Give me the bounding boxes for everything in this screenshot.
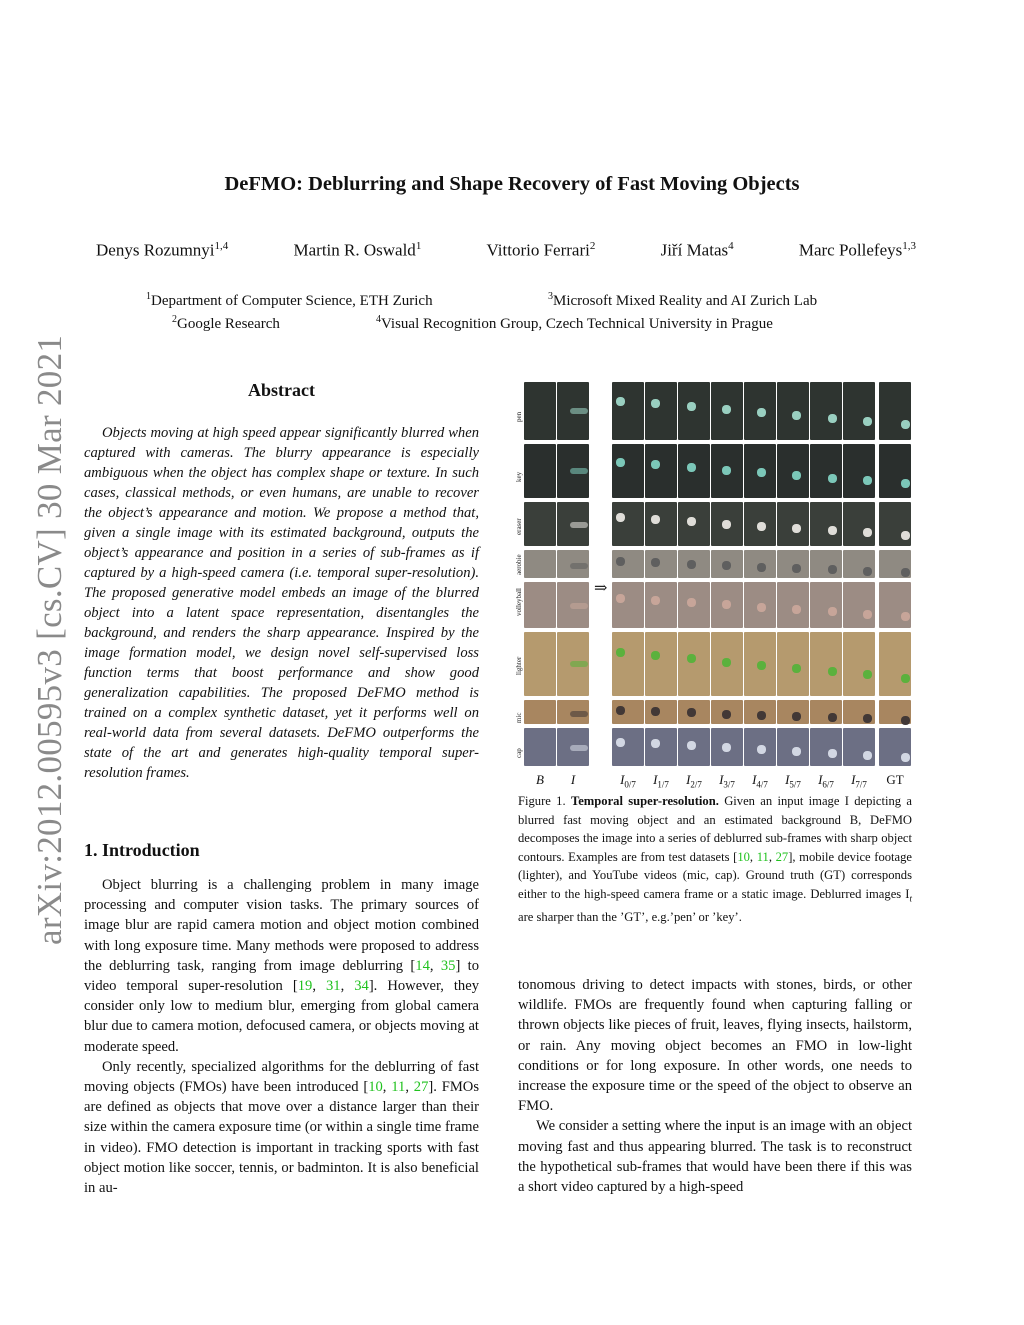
figure-frame [879,550,911,578]
figure-frame [645,728,677,766]
moving-object [722,658,731,667]
moving-object [863,610,872,619]
citation-link[interactable]: 14 [415,957,430,974]
figure-frame [744,728,776,766]
moving-object [722,405,731,414]
intro-left-column [84,875,479,1198]
figure-frame [879,728,911,766]
figure-frame [810,582,842,628]
moving-object [828,474,837,483]
figure-frame [678,502,710,546]
figure-column-label: $I_{2/7}$ [686,772,702,790]
moving-object [651,515,660,524]
figure-frame [678,382,710,440]
figure-frame [777,728,809,766]
citation-link[interactable]: 31 [325,978,341,995]
figure-frame [777,382,809,440]
figure-frame [879,382,911,440]
moving-object [616,706,625,715]
figure-frame [524,502,556,546]
moving-object [757,661,766,670]
figure-column-label: $I_{0/7}$ [620,772,636,790]
figure-frame [612,550,644,578]
figure-frame [612,382,644,440]
figure-frame [612,582,644,628]
figure-1 [507,380,913,790]
moving-object [616,738,625,747]
figure-frame [524,382,556,440]
figure-row-label: lighter [515,656,523,675]
affiliation: $^2$Google Research [172,314,280,332]
arrow-icon: ⇒ [594,580,608,597]
figure-frame [711,502,743,546]
figure-row-label: cap [515,748,523,758]
moving-object [828,713,837,722]
figure-frame [711,550,743,578]
figure-frame [744,582,776,628]
moving-object [757,745,766,754]
moving-object [651,651,660,660]
figure-frame [645,382,677,440]
moving-object [757,468,766,477]
citation-link[interactable]: 27 [775,849,789,864]
moving-object [616,557,625,566]
affiliation: $^1$Department of Computer Science, ETH Zurich [146,291,433,309]
author: Vittorio Ferrari$^2$ [486,240,596,260]
moving-object [722,466,731,475]
paper-title: DeFMO: Deblurring and Shape Recovery of Fast Moving Objects [224,173,800,195]
figure-frame [711,728,743,766]
moving-object [901,568,910,577]
moving-object [570,468,588,474]
moving-object [792,712,801,721]
figure-frame [843,382,875,440]
figure-frame [678,582,710,628]
citation-link[interactable]: 10 [737,849,750,864]
figure-frame [678,632,710,696]
moving-object [687,560,696,569]
moving-object [863,670,872,679]
figure-frame [678,700,710,724]
figure-frame [678,728,710,766]
figure-row-label: pen [515,411,523,422]
moving-object [616,397,625,406]
figure-frame [744,632,776,696]
figure-frame [612,700,644,724]
intro-right-column [518,975,912,1197]
figure-frame [843,728,875,766]
moving-object [570,522,588,528]
figure-row-label: eraser [515,518,523,535]
figure-caption: Figure 1. Temporal super-resolution. Given an input image I depicting a blurred fast moving object and an estimated background B, DeFMO decomposes the image into a series of deblurred sub-frames with sharp object contours. Examples are from test datasets [10, 11, 27], mobile device footage (lighter), and YouTube videos (mic, cap). Ground truth (GT) corresponds either to the high-speed camera frame or a static image. Deblurred images $I_t$ are sharper than the ’GT’, e.g.’pen’ or ’key’. [518,794,913,925]
figure-column-label: GT [886,772,904,787]
moving-object [651,596,660,605]
figure-column-label: I [570,772,576,787]
moving-object [828,607,837,616]
author: Jiří Matas$^4$ [660,240,734,260]
figure-frame [557,550,589,578]
moving-object [863,751,872,760]
citation-link[interactable]: 19 [297,978,313,995]
moving-object [651,399,660,408]
figure-column-label: $I_{4/7}$ [752,772,768,790]
figure-frame [678,444,710,498]
moving-object [792,664,801,673]
moving-object [570,563,588,569]
moving-object [828,667,837,676]
figure-frame [645,582,677,628]
figure-frame [711,632,743,696]
figure-frame [524,632,556,696]
moving-object [901,531,910,540]
figure-frame [777,632,809,696]
figure-frame [557,502,589,546]
moving-object [757,522,766,531]
moving-object [687,598,696,607]
figure-frame [810,444,842,498]
figure-frame [678,550,710,578]
figure-frame [524,444,556,498]
author: Marc Pollefeys$^{1,3}$ [798,240,916,260]
moving-object [616,594,625,603]
figure-frame [557,700,589,724]
moving-object [570,661,588,667]
citation-link[interactable]: 27 [413,1079,429,1096]
figure-frame [612,728,644,766]
figure-frame [557,728,589,766]
figure-frame [524,700,556,724]
moving-object [863,567,872,576]
figure-frame [777,550,809,578]
figure-row-label: volleyball [515,588,523,616]
moving-object [863,476,872,485]
moving-object [757,603,766,612]
moving-object [901,420,910,429]
figure-frame [744,700,776,724]
figure-frame [557,382,589,440]
section-heading-introduction: 1. Introduction [84,840,200,860]
figure-frame [843,502,875,546]
author: Denys Rozumnyi$^{1,4}$ [96,240,229,260]
moving-object [828,565,837,574]
moving-object [651,460,660,469]
figure-frame [744,550,776,578]
figure-frame [645,632,677,696]
moving-object [570,408,588,414]
figure-frame [711,382,743,440]
figure-frame [879,444,911,498]
figure-row-label: aerobie [515,554,523,575]
moving-object [901,674,910,683]
figure-frame [777,700,809,724]
paragraph: We consider a setting where the input is an image with an object moving fast and thus appearing blurred. The task is to reconstruct the hypothetical sub-frames that would have been there if this was a short video captured by a high-speed [518,1118,912,1196]
affiliation: $^4$Visual Recognition Group, Czech Technical University in Prague [376,314,773,332]
moving-object [651,739,660,748]
moving-object [616,513,625,522]
moving-object [687,463,696,472]
moving-object [901,612,910,621]
moving-object [863,417,872,426]
figure-frame [744,382,776,440]
figure-frame [645,550,677,578]
moving-object [901,753,910,762]
moving-object [828,414,837,423]
figure-frame [645,444,677,498]
figure-column-label: $I_{6/7}$ [818,772,834,790]
figure-frame [810,632,842,696]
moving-object [687,741,696,750]
figure-frame [612,444,644,498]
moving-object [651,558,660,567]
moving-object [901,479,910,488]
citation-link[interactable]: 11 [391,1079,406,1096]
figure-frame [879,700,911,724]
moving-object [792,564,801,573]
moving-object [792,411,801,420]
figure-frame [711,444,743,498]
citation-link[interactable]: 34 [354,978,369,995]
moving-object [570,711,588,717]
figure-frame [777,444,809,498]
moving-object [570,603,588,609]
figure-frame [810,728,842,766]
citation-link[interactable]: 35 [440,957,456,974]
moving-object [616,458,625,467]
figure-column-label: $I_{7/7}$ [851,772,867,790]
paragraph: Object blurring is a challenging problem in many image processing and computer vision tasks. The primary sources of image blur are rapid camera motion and object motion combined with long exposure time. Many methods were proposed to address the deblurring task, ranging from image deblurring [14, 35] to video temporal super-resolution [19, 31, 34]. However, they consider only low to medium blur, emerging from global camera blur due to camera motion, defocused camera, or objects moving at moderate speed. [84,877,480,1055]
citation-link[interactable]: 10 [368,1079,383,1096]
moving-object [687,708,696,717]
figure-frame [612,632,644,696]
figure-frame [711,582,743,628]
moving-object [792,605,801,614]
moving-object [616,648,625,657]
affiliation: $^3$Microsoft Mixed Reality and AI Zurich Lab [548,291,818,309]
moving-object [757,408,766,417]
figure-frame [810,700,842,724]
moving-object [722,743,731,752]
figure-frame [810,382,842,440]
figure-frame [843,550,875,578]
figure-frame [879,632,911,696]
figure-column-label: $I_{5/7}$ [785,772,801,790]
figure-frame [557,582,589,628]
figure-frame [810,550,842,578]
abstract-text: Objects moving at high speed appear significantly blurred when captured with cameras. The blurry appearance is especially ambiguous when the object has complex shape or texture. In such cases, classical methods, or even humans, are unable to recover the object’s appearance and motion. We propose a method that, given a single image with its estimated background, outputs the object’s appearance and position in a series of sub-frames as if captured by a high-speed camera (i.e. temporal super-resolution). The proposed generative model embeds an image of the blurred object into a latent space representation, disentangles the background, and renders the sharp appearance. Inspired by the image formation model, we design novel self-supervised loss function terms that boost performance and show good generalization capabilities. The proposed DeFMO method is trained on a complex synthetic dataset, yet it performs well on real-world data from several datasets. DeFMO outperforms the state of the art and generates high-quality temporal super-resolution frames. [84,425,479,781]
moving-object [722,600,731,609]
figure-frame [843,700,875,724]
moving-object [792,471,801,480]
moving-object [722,520,731,529]
moving-object [757,711,766,720]
author: Martin R. Oswald$^1$ [293,240,422,260]
moving-object [792,747,801,756]
figure-frame [843,444,875,498]
moving-object [757,563,766,572]
figure-frame [711,700,743,724]
moving-object [792,524,801,533]
figure-row-label: mic [515,712,523,723]
figure-frame [612,502,644,546]
moving-object [828,526,837,535]
paragraph: tonomous driving to detect impacts with stones, birds, or other wildlife. FMOs are frequently found when capturing falling or thrown objects like pieces of fruit, leaves, flying insects, hailstorm, or rain. Any moving object becomes an FMO in low-light conditions or for long exposure. In other words, one needs to increase the exposure time or the speed of the object to observe an FMO. [518,977,912,1115]
moving-object [722,710,731,719]
figure-frame [879,502,911,546]
paragraph: Only recently, specialized algorithms for the deblurring of fast moving objects (FMOs) have been introduced [10, 11, 27]. FMOs are defined as objects that move over a distance larger than their size within the camera exposure time (or within a single time frame in video). FMO detection is important in tracking sports with fast object motion like soccer, tennis, or badminton. It is also beneficial in au- [84,1058,480,1197]
figure-frame [645,700,677,724]
figure-frame [810,502,842,546]
figure-frame [777,582,809,628]
author-list [96,240,916,261]
figure-row-label: key [515,471,523,482]
figure-frame [524,550,556,578]
figure-frame [557,632,589,696]
figure-frame [645,502,677,546]
figure-frame [843,632,875,696]
arxiv-stamp: arXiv:2012.00595v3 [cs.CV] 30 Mar 2021 [30,334,69,945]
figure-frame [524,582,556,628]
moving-object [651,707,660,716]
figure-frame [744,444,776,498]
moving-object [570,745,588,751]
moving-object [722,561,731,570]
figure-frame [843,582,875,628]
figure-frame [777,502,809,546]
figure-frame [557,444,589,498]
citation-link[interactable]: 11 [756,849,769,864]
moving-object [687,517,696,526]
moving-object [901,716,910,725]
moving-object [687,402,696,411]
moving-object [863,528,872,537]
figure-frame [879,582,911,628]
moving-object [828,749,837,758]
figure-frame [744,502,776,546]
figure-frame [524,728,556,766]
figure-column-label: $I_{1/7}$ [653,772,669,790]
figure-column-label: $I_{3/7}$ [719,772,735,790]
abstract-heading: Abstract [248,380,315,400]
figure-column-label: B [536,772,544,787]
moving-object [687,654,696,663]
moving-object [863,714,872,723]
